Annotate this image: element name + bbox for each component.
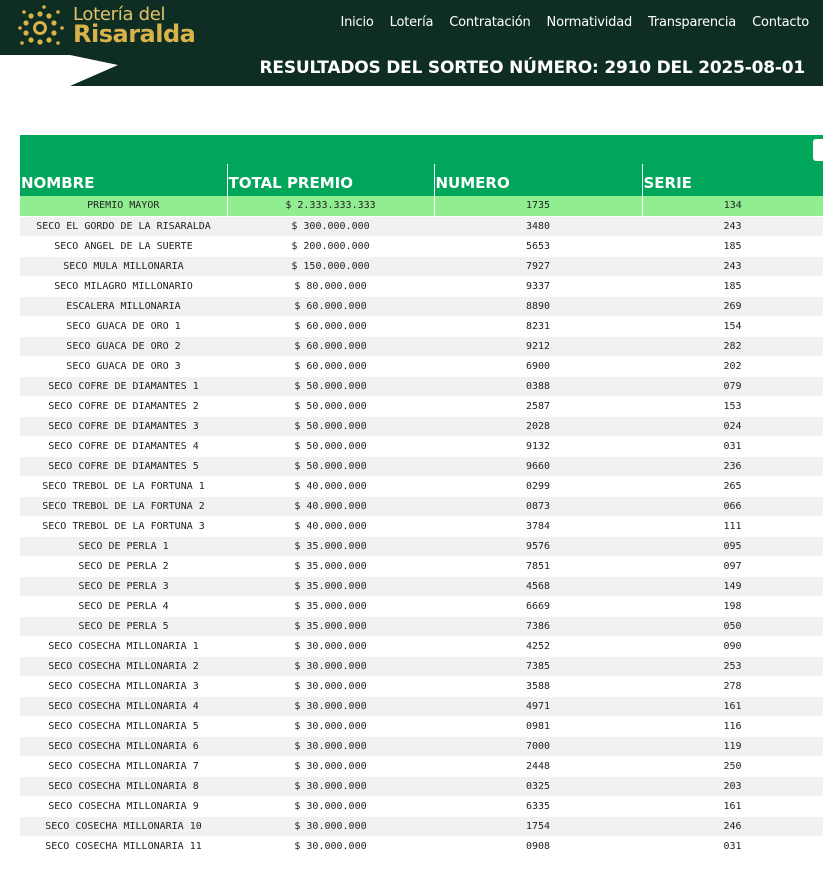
winning-number-cell: 8890 (434, 296, 642, 316)
table-row (20, 376, 823, 396)
table-row (20, 336, 823, 356)
series-cell: 278 (642, 676, 823, 696)
series-cell: 161 (642, 796, 823, 816)
table-row (20, 356, 823, 376)
table-row (20, 816, 823, 836)
prize-amount-cell: $ 35.000.000 (227, 576, 434, 596)
prize-name-cell: SECO COFRE DE DIAMANTES 3 (20, 416, 227, 436)
winning-number-cell: 7000 (434, 736, 642, 756)
prize-amount-cell: $ 60.000.000 (227, 316, 434, 336)
table-row (20, 456, 823, 476)
table-row (20, 416, 823, 436)
winning-number-cell: 0981 (434, 716, 642, 736)
winning-number-cell: 1754 (434, 816, 642, 836)
prize-amount-cell: $ 35.000.000 (227, 556, 434, 576)
prize-name-cell: SECO COSECHA MILLONARIA 1 (20, 636, 227, 656)
nav-inicio[interactable]: Inicio (340, 15, 374, 30)
logo-sun-icon (18, 4, 70, 48)
prize-name-cell: ESCALERA MILLONARIA (20, 296, 227, 316)
series-cell: 203 (642, 776, 823, 796)
prize-name-cell: SECO COSECHA MILLONARIA 5 (20, 716, 227, 736)
prize-amount-cell: $ 30.000.000 (227, 716, 434, 736)
prize-amount-cell: $ 80.000.000 (227, 276, 434, 296)
winning-number-cell: 4568 (434, 576, 642, 596)
table-row (20, 576, 823, 596)
prize-amount-cell: $ 40.000.000 (227, 516, 434, 536)
series-cell: 153 (642, 396, 823, 416)
prize-name-cell: SECO COFRE DE DIAMANTES 1 (20, 376, 227, 396)
series-cell: 079 (642, 376, 823, 396)
prize-amount-cell: $ 30.000.000 (227, 696, 434, 716)
prize-name-cell: PREMIO MAYOR (20, 196, 227, 216)
series-cell: 246 (642, 816, 823, 836)
table-row (20, 236, 823, 256)
prize-amount-cell: $ 60.000.000 (227, 356, 434, 376)
series-cell: 250 (642, 756, 823, 776)
series-cell: 024 (642, 416, 823, 436)
prize-amount-cell: $ 35.000.000 (227, 616, 434, 636)
prize-name-cell: SECO COFRE DE DIAMANTES 2 (20, 396, 227, 416)
winning-number-cell: 2448 (434, 756, 642, 776)
prize-name-cell: SECO TREBOL DE LA FORTUNA 3 (20, 516, 227, 536)
prize-name-cell: SECO COSECHA MILLONARIA 4 (20, 696, 227, 716)
prize-amount-cell: $ 50.000.000 (227, 396, 434, 416)
winning-number-cell: 2587 (434, 396, 642, 416)
logo-line-1: Lotería del (73, 4, 166, 25)
winning-number-cell: 7385 (434, 656, 642, 676)
winning-number-cell: 0299 (434, 476, 642, 496)
series-cell: 066 (642, 496, 823, 516)
winning-number-cell: 3784 (434, 516, 642, 536)
nav-loteria[interactable]: Lotería (389, 15, 434, 30)
prize-amount-cell: $ 30.000.000 (227, 836, 434, 856)
series-cell: 198 (642, 596, 823, 616)
winning-number-cell: 7851 (434, 556, 642, 576)
table-row (20, 836, 823, 856)
prize-amount-cell: $ 35.000.000 (227, 536, 434, 556)
table-row (20, 596, 823, 616)
winning-number-cell: 0873 (434, 496, 642, 516)
prize-name-cell: SECO GUACA DE ORO 2 (20, 336, 227, 356)
winning-number-cell: 5653 (434, 236, 642, 256)
results-banner (0, 55, 823, 86)
winning-number-cell: 9576 (434, 536, 642, 556)
results-table-body (20, 196, 823, 856)
prize-name-cell: SECO DE PERLA 2 (20, 556, 227, 576)
prize-amount-cell: $ 30.000.000 (227, 796, 434, 816)
prize-name-cell: SECO ANGEL DE LA SUERTE (20, 236, 227, 256)
series-cell: 090 (642, 636, 823, 656)
table-row (20, 776, 823, 796)
winning-number-cell: 3588 (434, 676, 642, 696)
prize-name-cell: SECO GUACA DE ORO 3 (20, 356, 227, 376)
prize-name-cell: SECO MILAGRO MILLONARIO (20, 276, 227, 296)
prize-name-cell: SECO MULA MILLONARIA (20, 256, 227, 276)
prize-amount-cell: $ 60.000.000 (227, 336, 434, 356)
series-cell: 253 (642, 656, 823, 676)
prize-name-cell: SECO COFRE DE DIAMANTES 4 (20, 436, 227, 456)
winning-number-cell: 9212 (434, 336, 642, 356)
table-row (20, 636, 823, 656)
column-header-serie[interactable]: SERIE (642, 164, 823, 196)
series-cell: 282 (642, 336, 823, 356)
table-row (20, 656, 823, 676)
prize-amount-cell: $ 50.000.000 (227, 456, 434, 476)
prize-amount-cell: $ 50.000.000 (227, 376, 434, 396)
winning-number-cell: 9660 (434, 456, 642, 476)
table-row (20, 436, 823, 456)
series-cell: 111 (642, 516, 823, 536)
series-cell: 236 (642, 456, 823, 476)
prize-amount-cell: $ 300.000.000 (227, 216, 434, 236)
winning-number-cell: 3480 (434, 216, 642, 236)
table-row (20, 676, 823, 696)
series-cell: 149 (642, 576, 823, 596)
prize-amount-cell: $ 30.000.000 (227, 656, 434, 676)
winning-number-cell: 9337 (434, 276, 642, 296)
winning-number-cell: 4971 (434, 696, 642, 716)
prize-name-cell: SECO COFRE DE DIAMANTES 5 (20, 456, 227, 476)
table-row (20, 476, 823, 496)
prize-name-cell: SECO COSECHA MILLONARIA 10 (20, 816, 227, 836)
prize-name-cell: SECO COSECHA MILLONARIA 8 (20, 776, 227, 796)
table-row (20, 716, 823, 736)
series-cell: 269 (642, 296, 823, 316)
prize-name-cell: SECO TREBOL DE LA FORTUNA 2 (20, 496, 227, 516)
prize-name-cell: SECO DE PERLA 5 (20, 616, 227, 636)
winning-number-cell: 6669 (434, 596, 642, 616)
prize-amount-cell: $ 30.000.000 (227, 636, 434, 656)
prize-amount-cell: $ 50.000.000 (227, 416, 434, 436)
nav-contacto[interactable]: Contacto (752, 15, 809, 30)
table-row (20, 536, 823, 556)
series-cell: 265 (642, 476, 823, 496)
table-row (20, 276, 823, 296)
table-row (20, 756, 823, 776)
table-row (20, 616, 823, 636)
nav-contratacion[interactable]: Contratación (449, 15, 531, 30)
prize-amount-cell: $ 30.000.000 (227, 736, 434, 756)
series-cell: 185 (642, 236, 823, 256)
table-toolbar (20, 135, 823, 164)
series-cell: 243 (642, 216, 823, 236)
series-cell: 116 (642, 716, 823, 736)
series-cell: 097 (642, 556, 823, 576)
table-row (20, 496, 823, 516)
table-row (20, 396, 823, 416)
table-header-row (20, 164, 823, 196)
table-row (20, 696, 823, 716)
winning-number-cell: 7927 (434, 256, 642, 276)
column-header-numero[interactable]: NUMERO (434, 164, 642, 196)
prize-amount-cell: $ 60.000.000 (227, 296, 434, 316)
prize-name-cell: SECO GUACA DE ORO 1 (20, 316, 227, 336)
winning-number-cell: 4252 (434, 636, 642, 656)
results-table (20, 164, 823, 857)
table-row (20, 216, 823, 236)
prize-amount-cell: $ 30.000.000 (227, 816, 434, 836)
winning-number-cell: 1735 (434, 196, 642, 216)
logo[interactable] (18, 0, 198, 52)
prize-name-cell: SECO DE PERLA 1 (20, 536, 227, 556)
prize-amount-cell: $ 30.000.000 (227, 776, 434, 796)
winning-number-cell: 7386 (434, 616, 642, 636)
series-cell: 095 (642, 536, 823, 556)
series-cell: 134 (642, 196, 823, 216)
winning-number-cell: 8231 (434, 316, 642, 336)
prize-name-cell: SECO COSECHA MILLONARIA 6 (20, 736, 227, 756)
series-cell: 243 (642, 256, 823, 276)
series-cell: 050 (642, 616, 823, 636)
prize-amount-cell: $ 40.000.000 (227, 476, 434, 496)
winning-number-cell: 2028 (434, 416, 642, 436)
prize-amount-cell: $ 30.000.000 (227, 756, 434, 776)
prize-name-cell: SECO COSECHA MILLONARIA 9 (20, 796, 227, 816)
prize-amount-cell: $ 30.000.000 (227, 676, 434, 696)
table-row (20, 516, 823, 536)
logo-line-2: Risaralda (73, 20, 196, 48)
winning-number-cell: 6900 (434, 356, 642, 376)
winning-number-cell: 9132 (434, 436, 642, 456)
prize-name-cell: SECO COSECHA MILLONARIA 3 (20, 676, 227, 696)
series-cell: 119 (642, 736, 823, 756)
nav-transparencia[interactable]: Transparencia (648, 15, 737, 30)
prize-amount-cell: $ 2.333.333.333 (227, 196, 434, 216)
prize-name-cell: SECO DE PERLA 3 (20, 576, 227, 596)
column-header-total-premio[interactable]: TOTAL PREMIO (227, 164, 434, 196)
winning-number-cell: 6335 (434, 796, 642, 816)
top-navbar (0, 0, 823, 55)
series-cell: 031 (642, 436, 823, 456)
nav-normatividad[interactable]: Normatividad (546, 15, 633, 30)
page-title: RESULTADOS DEL SORTEO NÚMERO: 2910 DEL 2025-08-01 (259, 58, 805, 78)
series-cell: 202 (642, 356, 823, 376)
table-row (20, 316, 823, 336)
prize-amount-cell: $ 35.000.000 (227, 596, 434, 616)
main-nav (332, 14, 817, 32)
prize-amount-cell: $ 150.000.000 (227, 256, 434, 276)
series-cell: 161 (642, 696, 823, 716)
prize-name-cell: SECO TREBOL DE LA FORTUNA 1 (20, 476, 227, 496)
series-cell: 185 (642, 276, 823, 296)
prize-name-cell: SECO COSECHA MILLONARIA 7 (20, 756, 227, 776)
prize-name-cell: SECO EL GORDO DE LA RISARALDA (20, 216, 227, 236)
table-row (20, 256, 823, 276)
series-cell: 154 (642, 316, 823, 336)
prize-name-cell: SECO DE PERLA 4 (20, 596, 227, 616)
table-search-input[interactable] (813, 139, 823, 161)
column-header-nombre[interactable]: NOMBRE (20, 164, 227, 196)
table-row-premio-mayor (20, 196, 823, 216)
winning-number-cell: 0325 (434, 776, 642, 796)
winning-number-cell: 0388 (434, 376, 642, 396)
prize-amount-cell: $ 40.000.000 (227, 496, 434, 516)
prize-amount-cell: $ 200.000.000 (227, 236, 434, 256)
prize-amount-cell: $ 50.000.000 (227, 436, 434, 456)
table-row (20, 556, 823, 576)
prize-name-cell: SECO COSECHA MILLONARIA 11 (20, 836, 227, 856)
table-row (20, 736, 823, 756)
winning-number-cell: 0908 (434, 836, 642, 856)
table-row (20, 796, 823, 816)
table-row (20, 296, 823, 316)
prize-name-cell: SECO COSECHA MILLONARIA 2 (20, 656, 227, 676)
series-cell: 031 (642, 836, 823, 856)
